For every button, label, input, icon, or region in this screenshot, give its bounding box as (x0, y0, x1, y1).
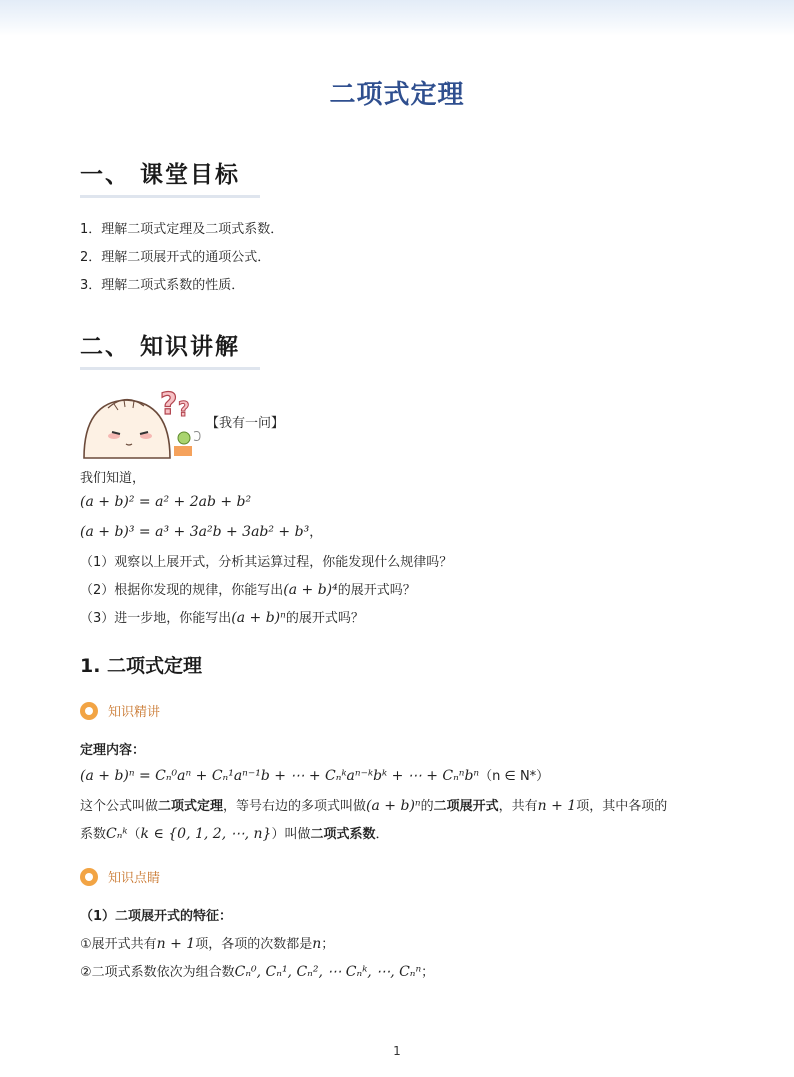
question-3: （3）进一步地，你能写出(a + b)ⁿ的展开式吗？ (80, 610, 364, 626)
page-number: 1 (393, 1044, 401, 1058)
bulb-icon (80, 868, 98, 886)
feature-item-1: ①展开式共有n + 1项，各项的次数都是n； (80, 936, 335, 952)
subsection-heading: 1. 二项式定理 (80, 655, 203, 677)
section-underline (80, 367, 260, 370)
goal-item: 1．理解二项式定理及二项式系数． (80, 222, 284, 237)
theorem-paragraph-cont: 系数Cₙᵏ（k ∈ {0, 1, 2, ⋯, n}）叫做二项式系数． (80, 826, 389, 842)
svg-text:?: ? (178, 397, 190, 421)
page-title: 二项式定理 (329, 80, 465, 110)
section-heading-goals: 一、 课堂目标 (80, 162, 241, 188)
theorem-paragraph: 这个公式叫做二项式定理，等号右边的多项式叫做(a + b)ⁿ的二项展开式，共有n + 1项，其中各项的 (80, 798, 668, 814)
theorem-label: 定理内容： (80, 743, 146, 758)
section-underline (80, 195, 260, 198)
bulb-icon (80, 702, 98, 720)
feature-item-2: ②二项式系数依次为组合数Cₙ⁰, Cₙ¹, Cₙ², ⋯ Cₙᵏ, ⋯, Cₙⁿ； (80, 964, 435, 980)
theorem-formula: (a + b)ⁿ = Cₙ⁰aⁿ + Cₙ¹aⁿ⁻¹b + ⋯ + Cₙᵏaⁿ⁻ᵏbᵏ + ⋯ + Cₙⁿbⁿ（n ∈ N*） (80, 768, 550, 784)
ask-label: 【我有一问】 (206, 416, 285, 431)
question-1: （1）观察以上展开式，分析其运算过程，你能发现什么规律吗？ (80, 555, 453, 570)
goal-item: 3．理解二项式系数的性质． (80, 278, 245, 293)
equation-cube: (a + b)³ = a³ + 3a²b + 3ab² + b³， (80, 524, 323, 540)
question-2: （2）根据你发现的规律，你能写出(a + b)⁴的展开式吗？ (80, 582, 416, 598)
goal-item: 2．理解二项展开式的通项公式． (80, 250, 271, 265)
knowledge-tag-key-points: 知识点睛 (80, 867, 160, 886)
thinking-mascot-icon (78, 380, 208, 460)
header-band (0, 0, 794, 36)
intro-text: 我们知道， (80, 471, 146, 486)
equation-square: (a + b)² = a² + 2ab + b² (80, 494, 252, 510)
feature-title: （1）二项展开式的特征： (80, 909, 233, 924)
section-heading-knowledge: 二、 知识讲解 (80, 334, 241, 360)
knowledge-tag-explain: 知识精讲 (80, 701, 160, 720)
svg-text:?: ? (160, 387, 178, 422)
